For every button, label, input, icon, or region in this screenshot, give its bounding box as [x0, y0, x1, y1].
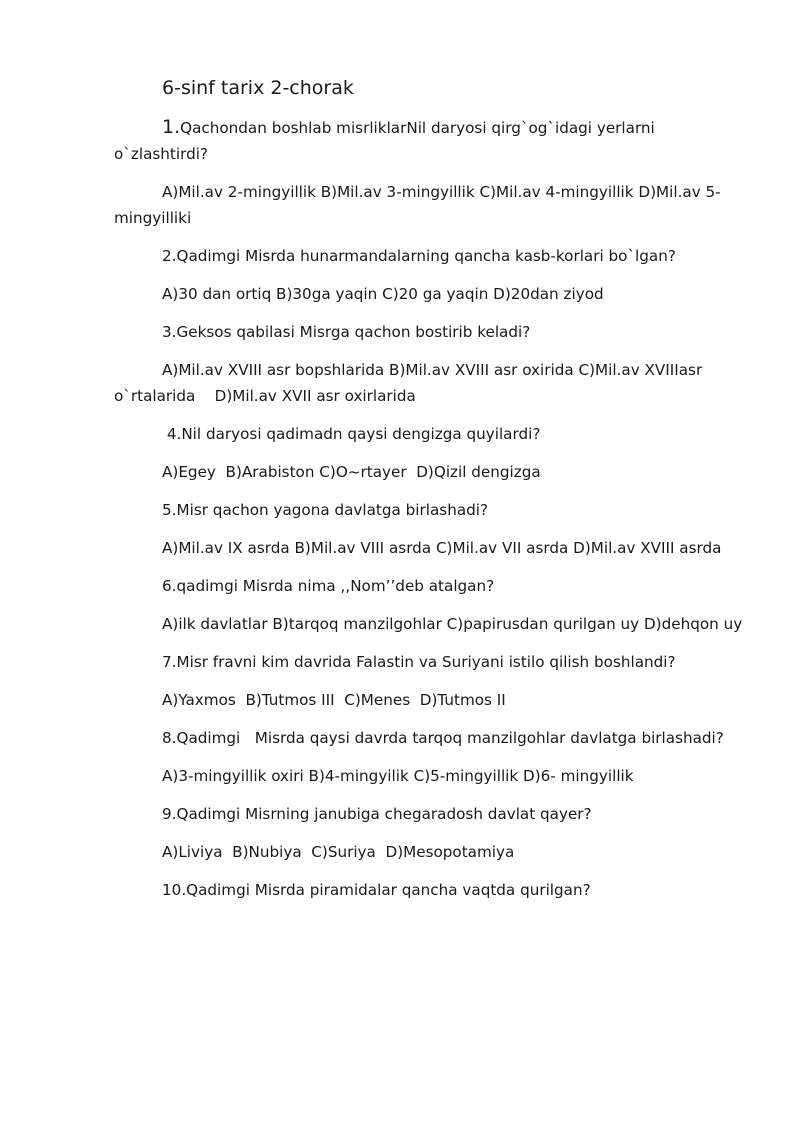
text-line: [114, 243, 740, 269]
question-block: [114, 421, 740, 447]
text-line: [114, 687, 740, 713]
line-text: A)30 dan ortiq B)30ga yaqin C)20 ga yaqin D)20dan ziyod: [162, 285, 604, 303]
line-text: A)ilk davlatlar B)tarqoq manzilgohlar C)papirusdan qurilgan uy D)dehqon uy: [162, 615, 743, 633]
line-text: A)3-mingyillik oxiri B)4-mingyilik C)5-mingyillik D)6- mingyillik: [162, 767, 634, 785]
text-line: [114, 383, 740, 409]
line-text: 8.Qadimgi Misrda qaysi davrda tarqoq manzilgohlar davlatga birlashadi?: [162, 729, 724, 747]
line-text: A)Mil.av 2-mingyillik B)Mil.av 3-mingyillik C)Mil.av 4-mingyillik D)Mil.av 5-: [162, 183, 721, 201]
text-line: [114, 357, 740, 383]
text-line: [114, 497, 740, 523]
line-text: o`rtalarida D)Mil.av XVII asr oxirlarida: [114, 387, 416, 405]
question-number: 1.: [162, 116, 181, 138]
text-line: [114, 649, 740, 675]
line-text: 3.Geksos qabilasi Misrga qachon bostirib keladi?: [162, 323, 531, 341]
text-line: [114, 281, 740, 307]
question-block: [114, 319, 740, 345]
answer-block: [114, 535, 740, 561]
question-block: [114, 877, 740, 903]
answer-block: [114, 763, 740, 789]
line-text: Qachondan boshlab misrliklarNil daryosi qirg`og`idagi yerlarni: [180, 119, 655, 137]
text-line: [114, 114, 740, 141]
text-line: [114, 535, 740, 561]
question-block: [114, 725, 740, 751]
text-line: [114, 459, 740, 485]
answer-block: [114, 611, 743, 637]
text-line: [114, 421, 740, 447]
text-line: [114, 611, 743, 637]
line-text: 6.qadimgi Misrda nima ,,Nom’’deb atalgan?: [162, 577, 495, 595]
line-text: 2.Qadimgi Misrda hunarmandalarning qancha kasb-korlari bo`lgan?: [162, 247, 676, 265]
line-text: mingyilliki: [114, 209, 192, 227]
line-text: A)Liviya B)Nubiya C)Suriya D)Mesopotamiya: [162, 843, 515, 861]
line-text: o`zlashtirdi?: [114, 145, 208, 163]
line-text: 7.Misr fravni kim davrida Falastin va Suriyani istilo qilish boshlandi?: [162, 653, 676, 671]
line-text: A)Mil.av XVIII asr bopshlarida B)Mil.av XVIII asr oxirida C)Mil.av XVIIIasr: [162, 361, 703, 379]
question-block: [114, 649, 740, 675]
question-block: [114, 114, 740, 167]
text-line: [114, 573, 740, 599]
text-line: [114, 319, 740, 345]
line-text: A)Yaxmos B)Tutmos III C)Menes D)Tutmos II: [162, 691, 506, 709]
text-line: [114, 141, 740, 167]
answer-block: [114, 281, 740, 307]
answer-block: [114, 357, 740, 409]
text-line: [114, 801, 740, 827]
line-text: A)Mil.av IX asrda B)Mil.av VIII asrda C)Mil.av VII asrda D)Mil.av XVIII asrda: [162, 539, 722, 557]
answer-block: [114, 179, 740, 231]
line-text: A)Egey B)Arabiston C)O~rtayer D)Qizil dengizga: [162, 463, 541, 481]
text-line: [114, 763, 740, 789]
answer-block: [114, 459, 740, 485]
line-text: 9.Qadimgi Misrning janubiga chegaradosh davlat qayer?: [162, 805, 592, 823]
question-block: [114, 243, 740, 269]
question-block: [114, 801, 740, 827]
text-line: [114, 205, 740, 231]
question-block: [114, 573, 740, 599]
text-line: [114, 877, 740, 903]
text-line: [114, 179, 740, 205]
document-title: 6-sinf tarix 2-chorak: [162, 77, 354, 99]
text-line: [114, 839, 740, 865]
question-list: [114, 114, 743, 903]
line-text: 5.Misr qachon yagona davlatga birlashadi?: [162, 501, 489, 519]
line-text: 10.Qadimgi Misrda piramidalar qancha vaqtda qurilgan?: [162, 881, 591, 899]
answer-block: [114, 687, 740, 713]
line-text: 4.Nil daryosi qadimadn qaysi dengizga quyilardi?: [162, 425, 541, 443]
answer-block: [114, 839, 740, 865]
text-line: [114, 725, 740, 751]
question-block: [114, 497, 740, 523]
